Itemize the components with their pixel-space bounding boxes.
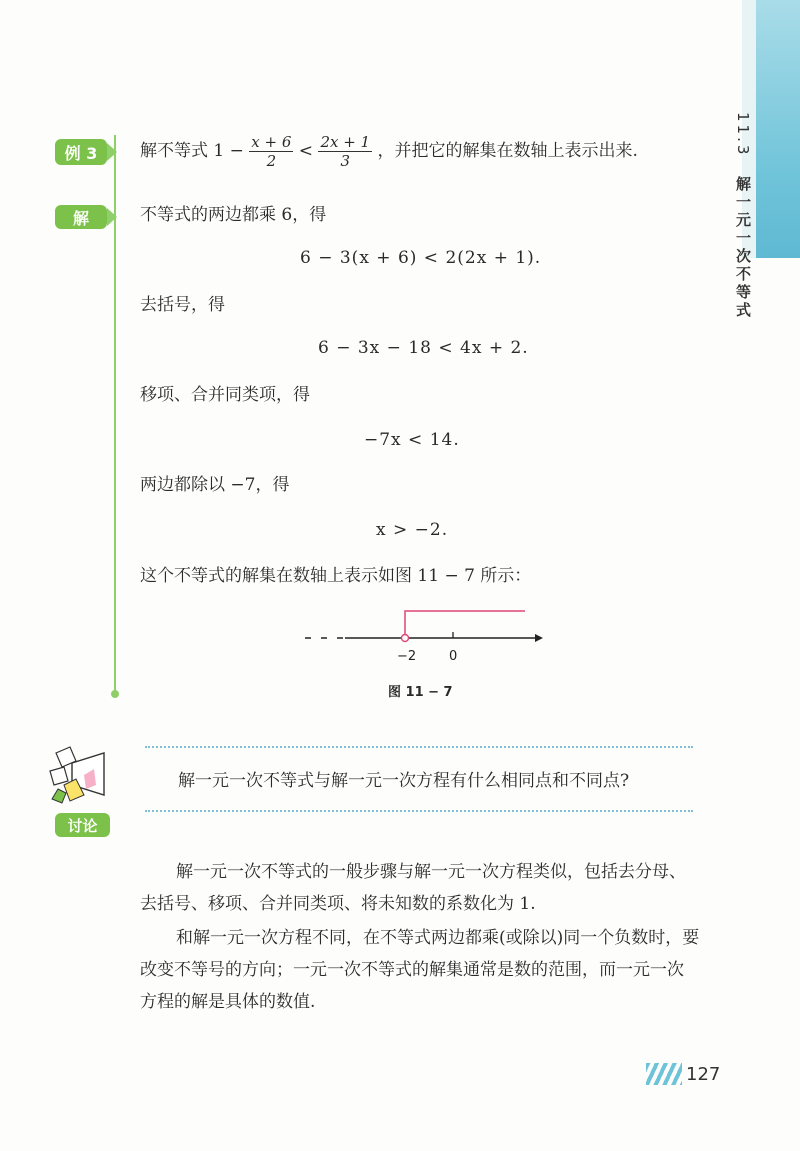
- page-number: [646, 1063, 720, 1085]
- solution-step-4: 两边都除以 −7，得: [140, 475, 290, 495]
- discussion-icon: [44, 745, 110, 809]
- open-endpoint-circle: [402, 635, 409, 642]
- paragraph-general-steps: 解一元一次不等式的一般步骤与解一元一次方程类似，包括去分母、去括号、移项、合并同类项、将未知数的系数化为 1.: [140, 862, 686, 914]
- fraction-2-numerator: 2x + 1: [320, 133, 371, 151]
- fraction-1-denominator: 2: [266, 152, 277, 170]
- equation-1: 6 − 3(x + 6) < 2(2x + 1).: [300, 248, 542, 268]
- section-number: 11.3: [734, 112, 752, 158]
- equation-2: 6 − 3x − 18 < 4x + 2.: [318, 338, 529, 358]
- solution-tag: 解: [55, 205, 107, 229]
- discussion-tag: 讨论: [55, 813, 110, 837]
- example-tag: 例 3: [55, 139, 107, 165]
- section-title: 解一元一次不等式: [734, 175, 752, 320]
- solution-step-1: 不等式的两边都乘 6，得: [140, 205, 327, 225]
- figure-caption: 图 11 − 7: [388, 685, 453, 700]
- number-line-figure: [285, 600, 555, 670]
- paragraph-difference: 和解一元一次方程不同，在不等式两边都乘(或除以)同一个负数时，要改变不等号的方向；一元一次不等式的解集通常是数的范围，而一元一次方程的解是具体的数值.: [140, 928, 700, 1012]
- discussion-question: 解一元一次不等式与解一元一次方程有什么相同点和不同点?: [178, 771, 630, 791]
- solution-tag-arrow: [107, 208, 117, 226]
- guide-line-end-dot: [111, 690, 119, 698]
- fraction-1: [249, 133, 293, 170]
- fraction-1-numerator: x + 6: [251, 133, 292, 151]
- example-problem: [140, 133, 638, 170]
- fraction-2: [318, 133, 372, 170]
- solution-set-bracket: [405, 611, 525, 638]
- solution-step-3: 移项、合并同类项，得: [140, 385, 310, 405]
- problem-text-after: ，并把它的解集在数轴上表示出来.: [377, 141, 638, 161]
- label-zero: 0: [449, 649, 458, 664]
- equation-3: −7x < 14.: [364, 430, 460, 450]
- solution-step-5: 这个不等式的解集在数轴上表示如图 11 − 7 所示：: [140, 566, 532, 586]
- discussion-bottom-border: [145, 810, 693, 812]
- section-heading: [733, 112, 754, 320]
- chapter-side-tab: [756, 0, 800, 258]
- number-line-arrowhead: [535, 634, 543, 642]
- solution-step-2: 去括号，得: [140, 295, 225, 315]
- label-minus-two: −2: [397, 649, 417, 664]
- example-tag-arrow: [107, 143, 117, 161]
- less-than-sign: <: [298, 141, 314, 161]
- problem-text-before: 解不等式 1 −: [140, 141, 244, 161]
- fraction-2-denominator: 3: [340, 152, 351, 170]
- discussion-top-border: [145, 746, 693, 748]
- page-number-stripes: [646, 1063, 682, 1085]
- equation-4: x > −2.: [376, 520, 449, 540]
- page-number-text: 127: [686, 1063, 721, 1085]
